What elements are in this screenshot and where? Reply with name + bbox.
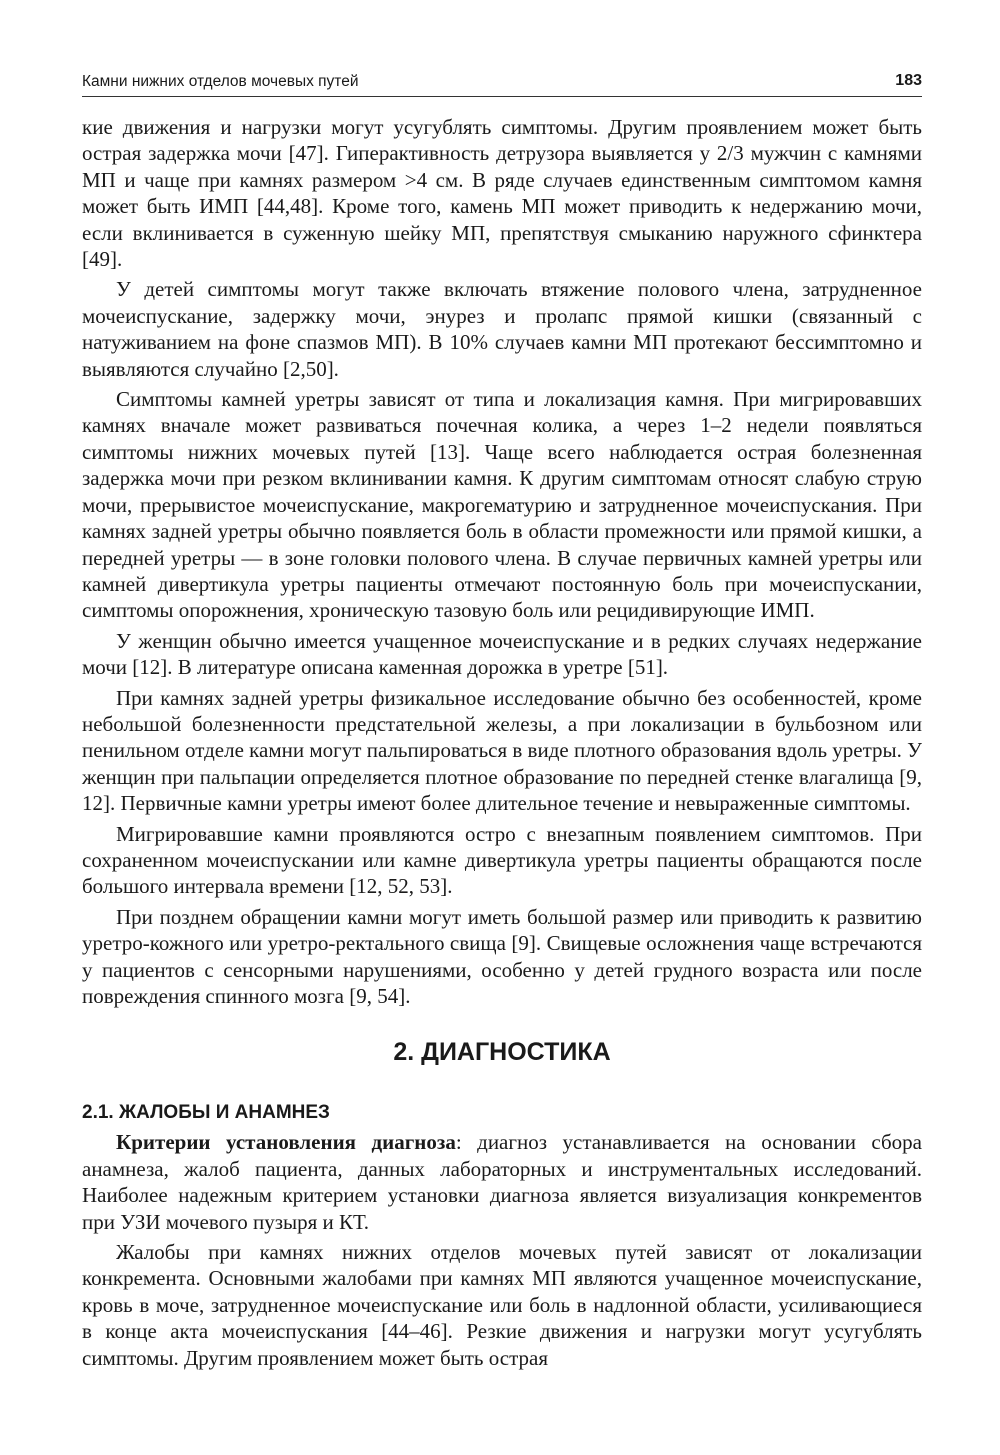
paragraph: При камнях задней уретры физикальное исследование обычно без особенностей, кроме небольшой болезненности предстательной железы, а при локализации в бульбозном или пенильном отделе камни могут пальпироваться в виде плотного образования вдоль уретры. У женщин при пальпации определяется плотное образование по передней стенке влагалища [9, 12]. Первичные камни уретры имеют более длительное течение и невыраженные симптомы. (82, 685, 923, 816)
running-title: Камни нижних отделов мочевых путей (82, 73, 359, 90)
paragraph-text: : диагноз устанавливается на основании сбора анамнеза, жалоб пациента, данных лабораторных и инструментальных исследований. Наиболее надежным критерием установки диагноза является визуализация конкрементов при УЗИ мочевого пузыря и КТ. (82, 1130, 923, 1234)
page-number: 183 (895, 72, 922, 89)
section-heading: 2. ДИАГНОСТИКА (393, 1038, 611, 1067)
paragraph: Жалобы при камнях нижних отделов мочевых путей зависят от локализации конкремента. Основными жалобами при камнях МП являются учащенное мочеиспускание, кровь в моче, затрудненное мочеиспускание или боль в надлонной области, усиливающиеся в конце акта мочеиспускания [44–46]. Резкие движения и нагрузки могут усугублять симптомы. Другим проявлением может быть острая (82, 1240, 922, 1370)
subsection-heading: 2.1. ЖАЛОБЫ И АНАМНЕЗ (82, 1102, 330, 1124)
paragraph: У детей симптомы могут также включать втяжение полового члена, затрудненное мочеиспускание, задержку мочи, энурез и пролапс прямой кишки (связанный с натуживанием на фоне спазмов МП). В 10% случаев камни МП протекают бессимптомно и выявляются случайно [2,50]. (82, 277, 922, 381)
running-header (82, 70, 922, 97)
paragraph: кие движения и нагрузки могут усугублять симптомы. Другим проявлением может быть острая задержка мочи [47]. Гиперактивность детрузора выявляется у 2/3 мужчин с камнями МП и чаще при камнях размером >4 см. В ряде случаев единственным симптомом камня может быть ИМП [44,48]. Кроме того, камень МП может приводить к недержанию мочи, если вклинивается в суженную шейку МП, препятствуя смыканию наружного сфинктера [49]. (82, 115, 922, 272)
paragraph: Мигрировавшие камни проявляются остро с внезапным появлением симптомов. При сохраненном мочеиспускании или камне дивертикула уретры пациенты обращаются после большого интервала времени [12, 52, 53]. (82, 821, 922, 899)
paragraph: У женщин обычно имеется учащенное мочеиспускание и в редких случаях недержание мочи [12]. В литературе описана каменная дорожка в уретре [51]. (82, 628, 922, 680)
paragraph: При позднем обращении камни могут иметь большой размер или приводить к развитию уретро-кожного или уретро-ректального свища [9]. Свищевые осложнения чаще встречаются у пациентов с сенсорными нарушениями, особенно у детей грудного возраста или после повреждения спинного мозга [9, 54]. (82, 904, 922, 1008)
paragraph-lead-term: Критерии установления диагноза (116, 1130, 456, 1155)
page-body (82, 114, 922, 1371)
paragraph: Симптомы камней уретры зависят от типа и локализация камня. При мигрировавших камнях вначале может развиваться почечная колика, а через 1–2 недели появляться симптомы нижних мочевых путей [13]. Чаще всего наблюдается острая болезненная задержка мочи при резком вклинивании камня. К другим симптомам относят слабую струю мочи, прерывистое мочеиспускание, макрогематурию и затрудненное мочеиспускания. При камнях задней уретры обычно появляется боль в области промежности или прямой кишки, а передней уретры — в зоне головки полового члена. В случае первичных камней уретры или камней дивертикула уретры пациенты отмечают постоянную боль при мочеиспускании, симптомы опорожнения, хроническую тазовую боль или рецидивирующие ИМП. (82, 387, 922, 623)
paragraph-diagnosis-criteria (82, 1129, 922, 1235)
